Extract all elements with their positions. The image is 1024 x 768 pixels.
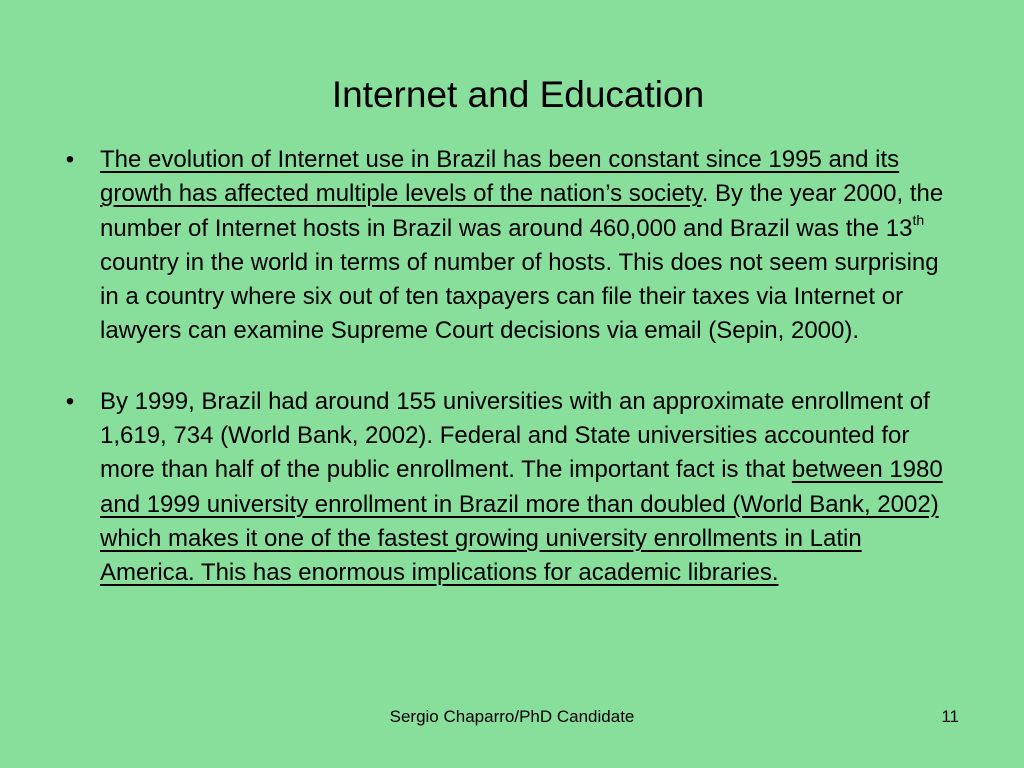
underlined-statement: between 1980 and 1999 university enrollment in Brazil more than doubled (World Bank, 2002) which makes it one of the fastest growing university enrollments in Latin America. This has enormous implications for academic libraries. bbox=[100, 456, 943, 587]
bullet-item-internet-use bbox=[60, 143, 960, 349]
bullet-text-continued: country in the world in terms of number of hosts. This does not seem surprising in a country where six out of ten taxpayers can file their taxes via Internet or lawyers can examine Supreme Court decisions via email (Sepin, 2000). bbox=[100, 248, 939, 345]
bullet-item-university-enrollment bbox=[60, 385, 960, 591]
bullet-text: . By the year 2000, the number of Internet hosts in Brazil was around 460,000 and Brazil was the 13 bbox=[100, 180, 944, 242]
bullet-icon: • bbox=[65, 146, 75, 173]
slide-title: Internet and Education bbox=[331, 74, 705, 115]
bullet-text: By 1999, Brazil had around 155 universities with an approximate enrollment of 1,619, 734 (World Bank, 2002). Federal and State universities accounted for more than half of the public enrollment. The important fact is that bbox=[100, 387, 930, 484]
ordinal-suffix: th bbox=[912, 211, 925, 228]
underlined-statement: The evolution of Internet use in Brazil has been constant since 1995 and its growth has affected multiple levels of the nation’s society bbox=[100, 146, 900, 208]
page-number: 11 bbox=[941, 707, 959, 726]
bullet-list bbox=[60, 143, 960, 591]
footer-author: Sergio Chaparro/PhD Candidate bbox=[389, 707, 635, 726]
bullet-icon: • bbox=[65, 387, 75, 415]
